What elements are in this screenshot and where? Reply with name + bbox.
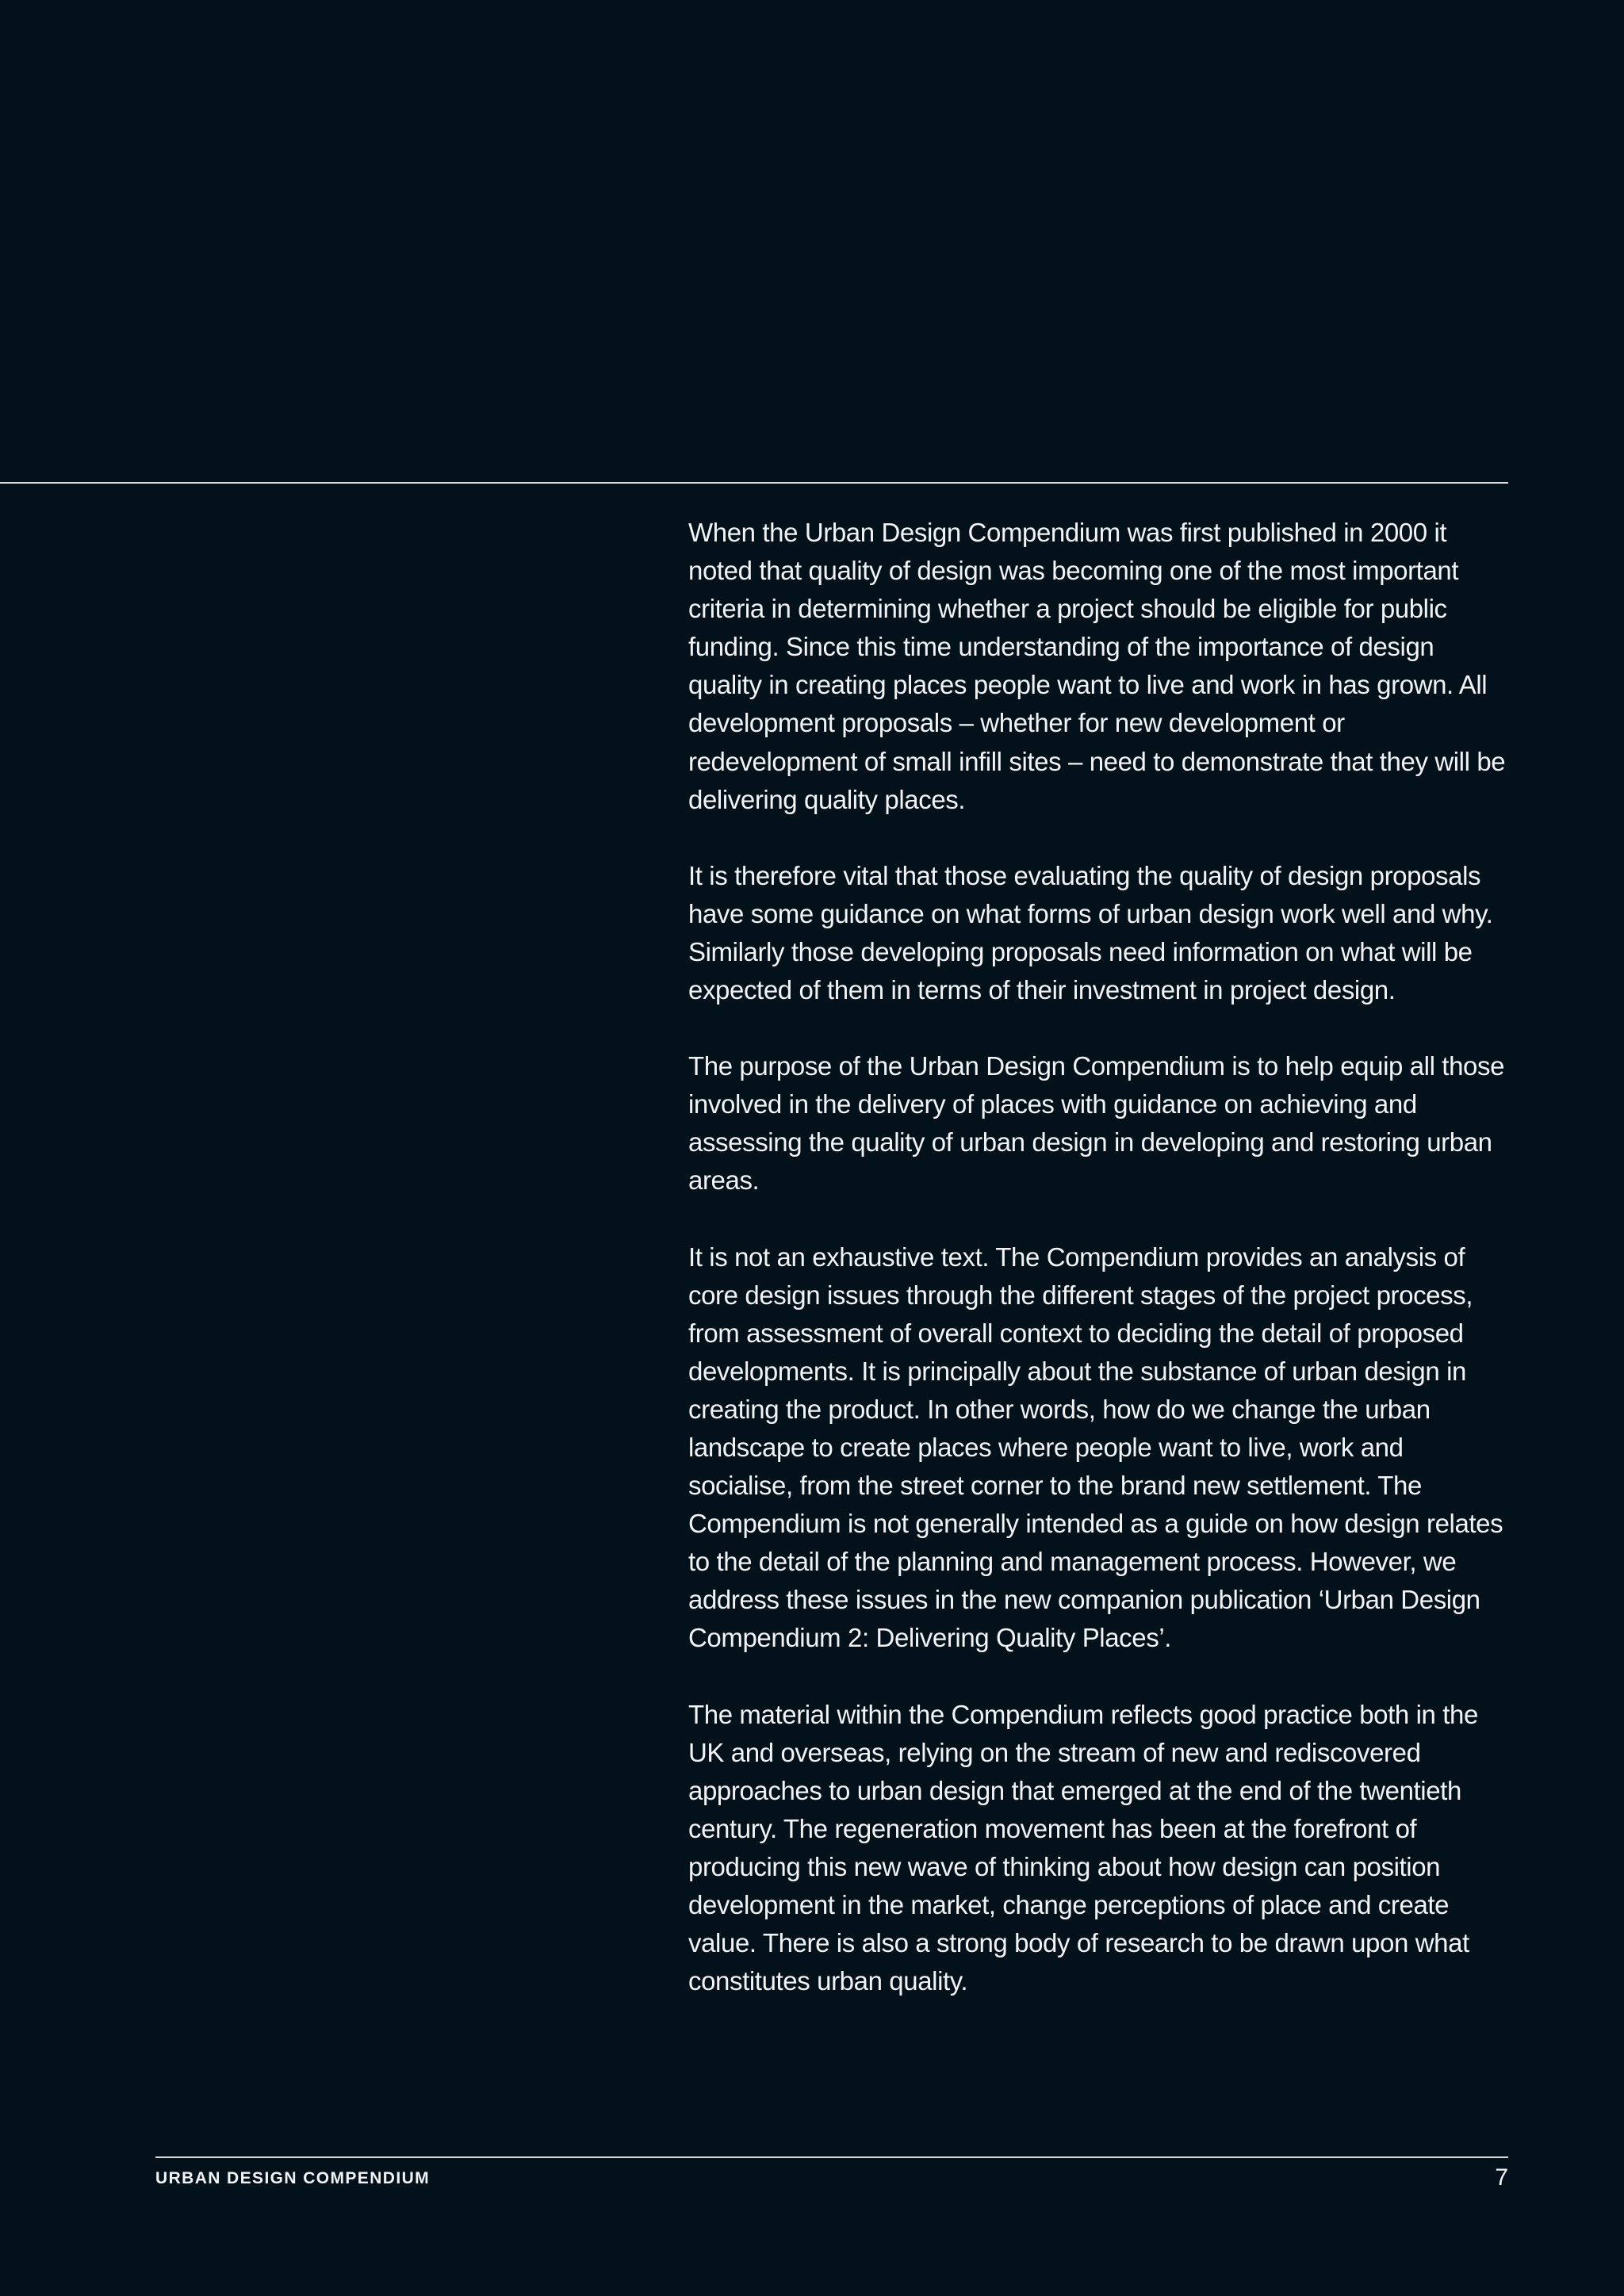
paragraph-2: It is therefore vital that those evaluating the quality of design proposals have some guidance on what forms of urban design work well and why. Similarly those developing proposals need information on what will be expected of them in terms of their investment in project design.: [688, 860, 1493, 1005]
footer-publication-title: URBAN DESIGN COMPENDIUM: [155, 2169, 431, 2187]
top-divider: [0, 482, 1508, 484]
paragraph-3: The purpose of the Urban Design Compendium is to help equip all those involved in the delivery of places with guidance on achieving and assessing the quality of urban design in developing and restoring urban areas.: [688, 1051, 1505, 1196]
footer-divider: [155, 2156, 1508, 2158]
body-text: [688, 514, 1513, 2000]
paragraph-5: The material within the Compendium reflects good practice both in the UK and overseas, relying on the stream of new and rediscovered approaches to urban design that emerged at the end of the twentieth century. The regeneration movement has been at the forefront of producing this new wave of thinking about how design can position development in the market, change perceptions of place and create value. There is also a strong body of research to be drawn upon what constitutes urban quality.: [688, 1699, 1478, 1996]
paragraph-4: It is not an exhaustive text. The Compendium provides an analysis of core design issues through the different stages of the project process, from assessment of overall context to deciding the detail of proposed developments. It is principally about the substance of urban design in creating the product. In other words, how do we change the urban landscape to create places where people want to live, work and socialise, from the street corner to the brand new settlement. The Compendium is not generally intended as a guide on how design relates to the detail of the planning and management process. However, we address these issues in the new companion publication ‘Urban Design Compendium 2: Delivering Quality Places’.: [688, 1242, 1503, 1653]
page-number: 7: [1495, 2164, 1508, 2191]
paragraph-1: When the Urban Design Compendium was first published in 2000 it noted that quality of design was becoming one of the most important criteria in determining whether a project should be eligible for public funding. Since this time understanding of the importance of design quality in creating places people want to live and work in has grown. All development proposals – whether for new development or redevelopment of small infill sites – need to demonstrate that they will be delivering quality places.: [688, 518, 1506, 814]
